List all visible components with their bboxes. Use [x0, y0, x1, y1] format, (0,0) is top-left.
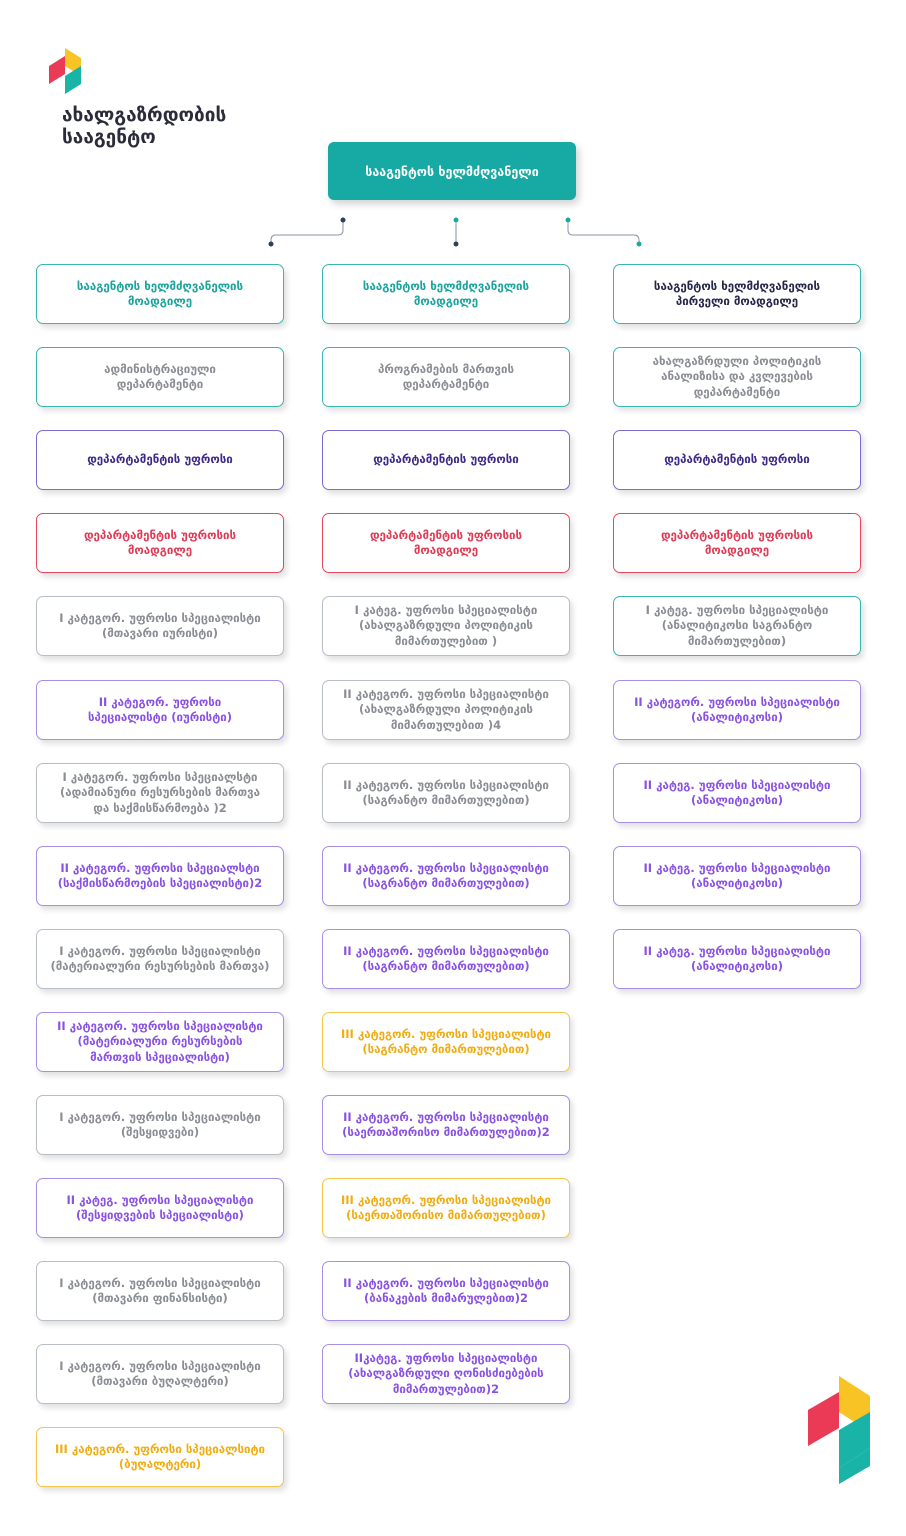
org-card: II კატეგორ. უფროსი სპეციალისტი (საერთაშორისო მიმართულებით)2: [322, 1095, 570, 1155]
connector-dot: [454, 218, 459, 223]
org-card: I კატეგორ. უფროსი სპეციალსტი (ადამიანური რესურსების მართვა და საქმისწარმოება )2: [36, 763, 284, 823]
org-card: III კატეგორ. უფროსი სპეციალსიტი (ბუღალტერი): [36, 1427, 284, 1487]
org-card: I კატეგორ. უფროსი სპეციალისტი (შესყიდვები): [36, 1095, 284, 1155]
org-card: II კატეგ. უფროსი სპეციალისტი (ანალიტიკოსი): [613, 929, 861, 989]
org-card: დეპარტამენტის უფროსის მოადგილე: [322, 513, 570, 573]
org-card: II კატეგორ. უფროსი სპეციალისტი (საგრანტო მიმართულებით): [322, 846, 570, 906]
org-card: III კატეგორ. უფროსი სპეციალისტი (საერთაშორისო მიმართულებით): [322, 1178, 570, 1238]
org-card: პროგრამების მართვის დეპარტამენტი: [322, 347, 570, 407]
org-card: II კატეგორ. უფროსი სპეციალისტი (იურისტი): [36, 680, 284, 740]
head-of-agency-label: სააგენტოს ხელმძღვანელი: [365, 163, 539, 179]
org-connectors: [0, 0, 906, 260]
org-card: II კატეგორ. უფროსი სპეციალისტი (მატერიალური რესურსების მართვის სპეციალისტი): [36, 1012, 284, 1072]
org-card: დეპარტამენტის უფროსი: [613, 430, 861, 490]
org-card: I კატეგორ. უფროსი სპეციალისტი (მთავარი ბუღალტერი): [36, 1344, 284, 1404]
org-card: I კატეგ. უფროსი სპეციალისტი (ანალიტიკოსი საგრანტო მიმართულებით): [613, 596, 861, 656]
connector-dot: [566, 218, 571, 223]
org-card: II კატეგორ. უფროსი სპეციალისტი (ახალგაზრდული პოლიტიკის მიმართულებით )4: [322, 680, 570, 740]
agency-name-line1: ახალგაზრდობის: [62, 104, 227, 126]
connector-dot: [269, 242, 274, 247]
org-card: სააგენტოს ხელმძღვანელის პირველი მოადგილე: [613, 264, 861, 324]
org-card: II კატეგ. უფროსი სპეციალისტი (ანალიტიკოსი): [613, 846, 861, 906]
org-card: დეპარტამენტის უფროსის მოადგილე: [613, 513, 861, 573]
org-card: II კატეგ. უფროსი სპეციალისტი (ანალიტიკოსი): [613, 763, 861, 823]
org-card: დეპარტამენტის უფროსი: [36, 430, 284, 490]
org-card: ახალგაზრდული პოლიტიკის ანალიზისა და კვლევების დეპარტამენტი: [613, 347, 861, 407]
org-card: III კატეგორ. უფროსი სპეციალისტი (საგრანტო მიმართულებით): [322, 1012, 570, 1072]
org-card: I კატეგორ. უფროსი სპეციალისტი (მთავარი ფინანსისტი): [36, 1261, 284, 1321]
org-card: II კატეგორ. უფროსი სპეციალისტი (საგრანტო მიმართულებით): [322, 763, 570, 823]
org-card: II კატეგ. უფროსი სპეციალისტი (შესყიდვების სპეციალისტი): [36, 1178, 284, 1238]
org-card: ადმინისტრაციული დეპარტამენტი: [36, 347, 284, 407]
agency-logo-mark-icon: [806, 1376, 872, 1486]
connector-dot: [637, 242, 642, 247]
org-card: II კატეგორ. უფროსი სპეციალისტი (ანალიტიკოსი): [613, 680, 861, 740]
org-card: II კატეგორ. უფროსი სპეციალისტი (საგრანტო მიმართულებით): [322, 929, 570, 989]
org-card: სააგენტოს ხელმძღვანელის მოადგილე: [322, 264, 570, 324]
org-card: I კატეგორ. უფროსი სპეციალისტი (მატერიალური რესურსების მართვა): [36, 929, 284, 989]
org-card: IIკატეგ. უფროსი სპეციალისტი (ახალგაზრდული ღონისძიებების მიმართულებით)2: [322, 1344, 570, 1404]
connector-dot: [454, 242, 459, 247]
org-card: II კატეგორ. უფროსი სპეციალსტი (საქმისწარმოების სპეციალისტი)2: [36, 846, 284, 906]
org-card: დეპარტამენტის უფროსის მოადგილე: [36, 513, 284, 573]
org-card: I კატეგორ. უფროსი სპეციალისტი (მთავარი იურისტი): [36, 596, 284, 656]
org-card: სააგენტოს ხელმძღვანელის მოადგილე: [36, 264, 284, 324]
agency-name-line2: სააგენტო: [62, 126, 156, 148]
org-card: დეპარტამენტის უფროსი: [322, 430, 570, 490]
org-card: II კატეგორ. უფროსი სპეციალისტი (ბანაკების მიმარულებით)2: [322, 1261, 570, 1321]
org-card: I კატეგ. უფროსი სპეციალისტი (ახალგაზრდული პოლიტიკის მიმართულებით ): [322, 596, 570, 656]
connector-dot: [341, 218, 346, 223]
